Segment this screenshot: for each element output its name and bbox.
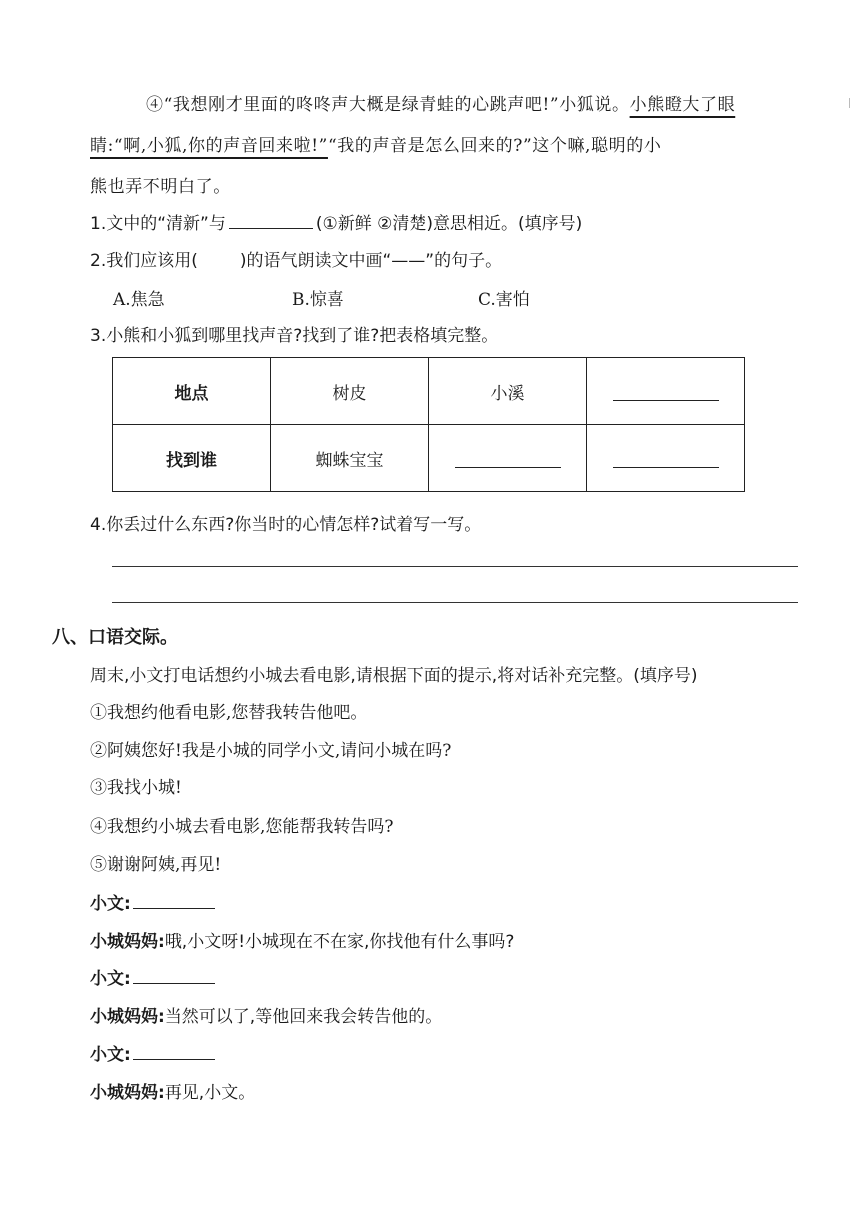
option-c: C.害怕	[478, 290, 530, 310]
table-cell-blank[interactable]	[429, 425, 587, 492]
answer-blank[interactable]	[613, 466, 719, 468]
section-intro: 周末,小文打电话想约小城去看电影,请根据下面的提示,将对话补充完整。(填序号)	[90, 666, 698, 686]
answer-blank[interactable]	[133, 982, 215, 984]
speaker-label: 小文:	[90, 1045, 131, 1065]
passage-line-3	[90, 167, 802, 208]
question-text: )的语气朗读文中画“——”的句子。	[239, 251, 503, 271]
table-cell-blank[interactable]	[587, 358, 745, 425]
question-3: 3.小熊和小狐到哪里找声音?找到了谁?把表格填完整。	[90, 326, 499, 346]
dialogue-option: ③我找小城!	[90, 778, 182, 798]
passage-line-1	[90, 85, 802, 126]
dialogue-line	[90, 1002, 442, 1027]
dialogue-option: ②阿姨您好!我是小城的同学小文,请问小城在吗?	[90, 741, 452, 761]
dialogue-line	[90, 964, 215, 989]
passage-line-2	[90, 126, 802, 167]
underlined-sentence: 睛:“啊,小狐,你的声音回来啦!”	[90, 136, 328, 156]
answer-table	[112, 357, 745, 492]
speaker-label: 小文:	[90, 894, 131, 914]
passage-text: “我的声音是怎么回来的?”这个嘛,聪明的小	[327, 136, 662, 156]
table-cell: 树皮	[271, 358, 429, 425]
section-title: 八、口语交际。	[52, 627, 178, 648]
option-a: A.焦急	[113, 290, 165, 310]
answer-blank[interactable]	[613, 399, 719, 401]
table-header-cell: 找到谁	[113, 425, 271, 492]
table-row	[113, 425, 745, 492]
question-2	[90, 246, 502, 271]
dialogue-line	[90, 1040, 215, 1065]
answer-blank[interactable]	[455, 466, 561, 468]
speaker-label: 小城妈妈:	[90, 932, 165, 952]
passage-paragraph	[90, 85, 802, 208]
passage-text: ④“我想刚才里面的咚咚声大概是绿青蛙的心跳声吧!”小狐说。	[146, 95, 630, 115]
writing-line[interactable]	[112, 566, 798, 567]
passage-text: 熊也弄不明白了。	[90, 177, 231, 197]
question-text: 2.我们应该用(	[90, 251, 198, 271]
table-header-cell: 地点	[113, 358, 271, 425]
speaker-label: 小城妈妈:	[90, 1007, 165, 1027]
question-1	[90, 209, 582, 234]
underlined-sentence: 小熊瞪大了眼	[629, 95, 736, 115]
dialogue-text: 当然可以了,等他回来我会转告他的。	[164, 1007, 443, 1027]
dialogue-option: ⑤谢谢阿姨,再见!	[90, 855, 222, 875]
speaker-label: 小文:	[90, 969, 131, 989]
dialogue-line	[90, 889, 215, 914]
dialogue-option: ①我想约他看电影,您替我转告他吧。	[90, 703, 368, 723]
answer-blank[interactable]	[133, 907, 215, 909]
answer-blank[interactable]	[229, 227, 313, 229]
table-row	[113, 358, 745, 425]
question-text: 1.文中的“清新”与	[90, 214, 226, 234]
option-b: B.惊喜	[292, 290, 344, 310]
speaker-label: 小城妈妈:	[90, 1083, 165, 1103]
dialogue-line	[90, 927, 514, 952]
margin-mark	[849, 98, 854, 108]
question-4: 4.你丢过什么东西?你当时的心情怎样?试着写一写。	[90, 515, 482, 535]
dialogue-text: 哦,小文呀!小城现在不在家,你找他有什么事吗?	[164, 932, 515, 952]
table-cell: 小溪	[429, 358, 587, 425]
table-cell-blank[interactable]	[587, 425, 745, 492]
answer-blank[interactable]	[133, 1058, 215, 1060]
question-text: (①新鲜 ②清楚)意思相近。(填序号)	[315, 214, 583, 234]
dialogue-option: ④我想约小城去看电影,您能帮我转告吗?	[90, 817, 394, 837]
writing-line[interactable]	[112, 602, 798, 603]
dialogue-text: 再见,小文。	[164, 1083, 256, 1103]
dialogue-line	[90, 1078, 255, 1103]
table-cell: 蜘蛛宝宝	[271, 425, 429, 492]
